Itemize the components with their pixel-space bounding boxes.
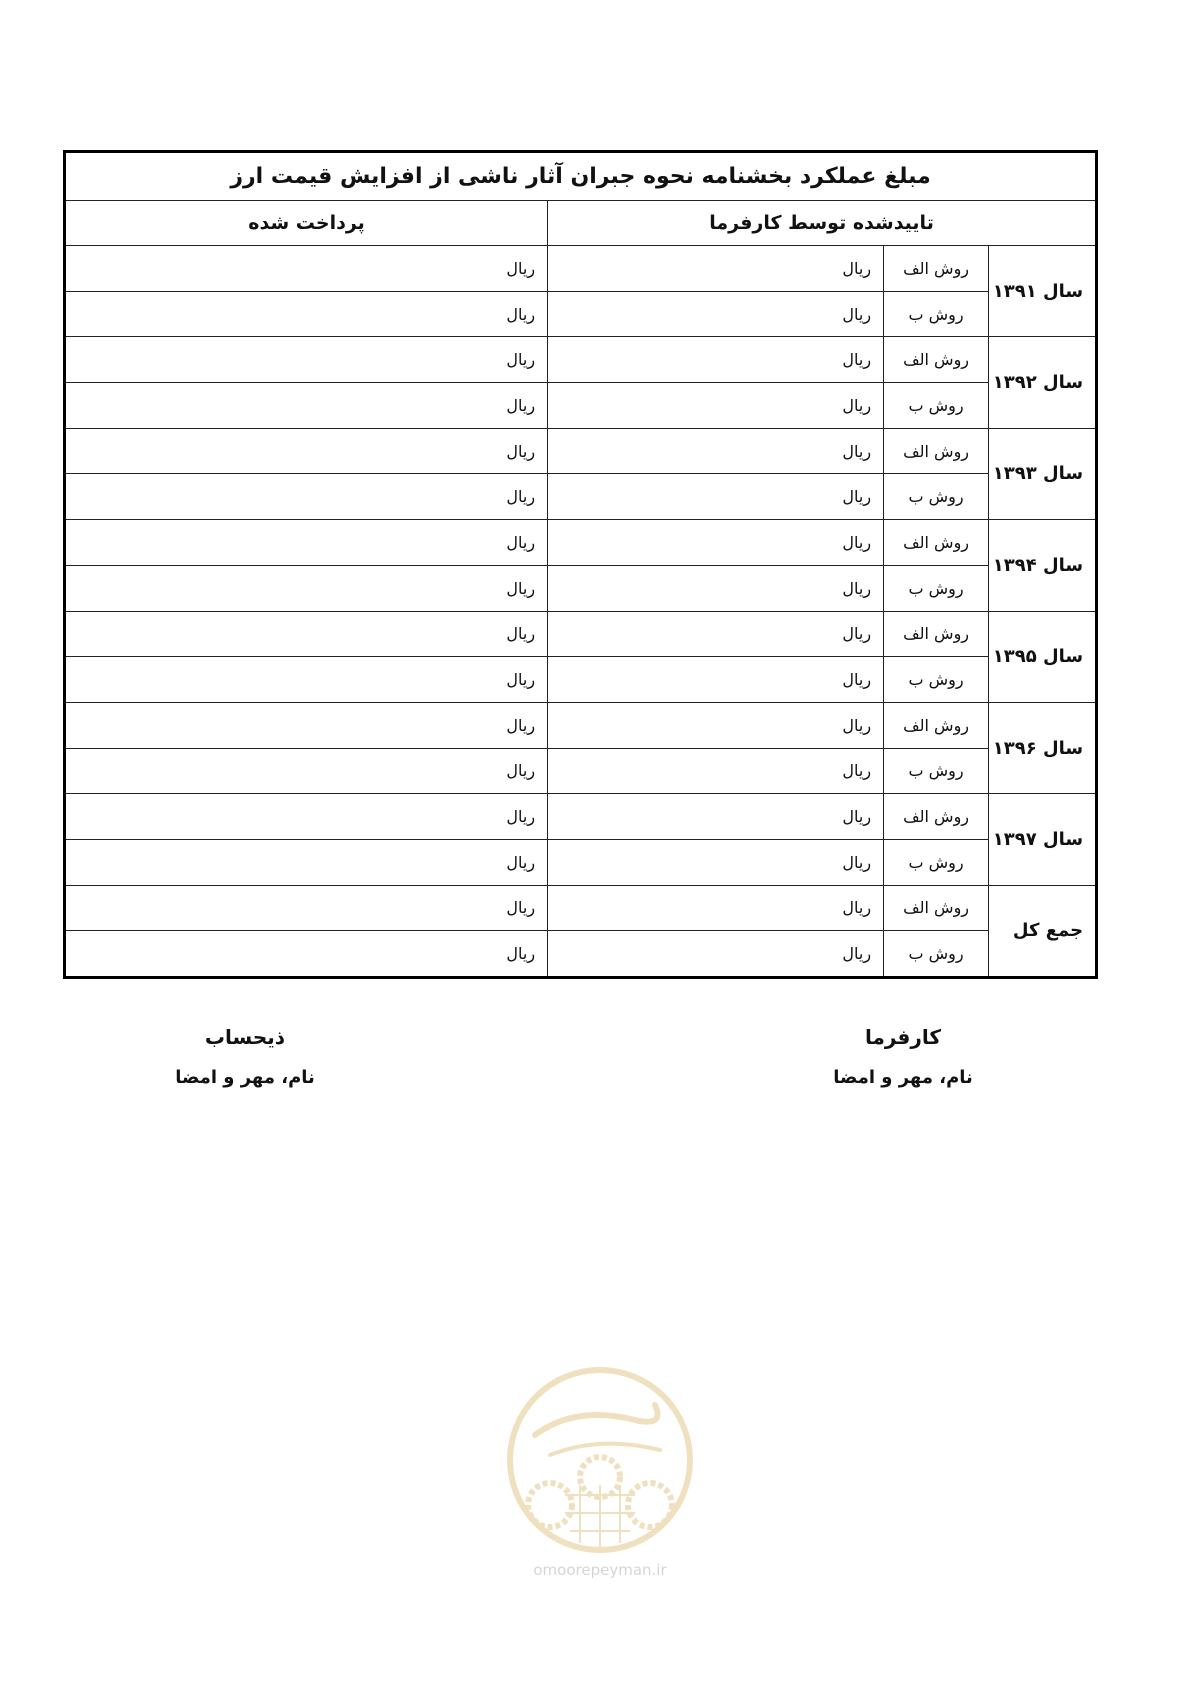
paid-amount-cell: ریال bbox=[65, 565, 548, 611]
employer-sign-line: نام، مهر و امضا bbox=[833, 1067, 973, 1088]
method-label: روش ب bbox=[884, 565, 989, 611]
approved-amount-cell: ریال bbox=[548, 885, 884, 931]
table-row bbox=[65, 428, 1097, 474]
paid-amount-cell: ریال bbox=[65, 794, 548, 840]
method-label: روش ب bbox=[884, 383, 989, 429]
table-row bbox=[65, 474, 1097, 520]
table-row bbox=[65, 565, 1097, 611]
year-label: سال ۱۳۹۱ bbox=[989, 246, 1097, 337]
paid-amount-cell: ریال bbox=[65, 657, 548, 703]
method-label: روش الف bbox=[884, 702, 989, 748]
approved-amount-cell: ریال bbox=[548, 337, 884, 383]
beneficiary-signature bbox=[115, 1025, 375, 1088]
year-label: سال ۱۳۹۶ bbox=[989, 702, 1097, 793]
method-label: روش ب bbox=[884, 839, 989, 885]
header-approved: تاییدشده توسط کارفرما bbox=[548, 201, 1097, 246]
approved-amount-cell: ریال bbox=[548, 428, 884, 474]
table-row bbox=[65, 931, 1097, 978]
paid-amount-cell: ریال bbox=[65, 337, 548, 383]
year-label: سال ۱۳۹۵ bbox=[989, 611, 1097, 702]
year-label: سال ۱۳۹۷ bbox=[989, 794, 1097, 885]
table-row bbox=[65, 291, 1097, 337]
approved-amount-cell: ریال bbox=[548, 291, 884, 337]
paid-amount-cell: ریال bbox=[65, 246, 548, 292]
table-row bbox=[65, 748, 1097, 794]
table-row bbox=[65, 520, 1097, 566]
table-row bbox=[65, 246, 1097, 292]
method-label: روش ب bbox=[884, 291, 989, 337]
approved-amount-cell: ریال bbox=[548, 246, 884, 292]
approved-amount-cell: ریال bbox=[548, 520, 884, 566]
year-label: سال ۱۳۹۲ bbox=[989, 337, 1097, 428]
table-row bbox=[65, 794, 1097, 840]
table-row bbox=[65, 839, 1097, 885]
paid-amount-cell: ریال bbox=[65, 520, 548, 566]
year-label: سال ۱۳۹۳ bbox=[989, 428, 1097, 519]
method-label: روش الف bbox=[884, 428, 989, 474]
watermark-emblem-icon bbox=[505, 1365, 695, 1555]
paid-amount-cell: ریال bbox=[65, 611, 548, 657]
paid-amount-cell: ریال bbox=[65, 474, 548, 520]
table-row bbox=[65, 885, 1097, 931]
approved-amount-cell: ریال bbox=[548, 611, 884, 657]
method-label: روش ب bbox=[884, 657, 989, 703]
approved-amount-cell: ریال bbox=[548, 565, 884, 611]
method-label: روش الف bbox=[884, 611, 989, 657]
approved-amount-cell: ریال bbox=[548, 383, 884, 429]
paid-amount-cell: ریال bbox=[65, 383, 548, 429]
table-row bbox=[65, 383, 1097, 429]
year-label: سال ۱۳۹۴ bbox=[989, 520, 1097, 611]
method-label: روش الف bbox=[884, 246, 989, 292]
compensation-table bbox=[63, 150, 1098, 979]
paid-amount-cell: ریال bbox=[65, 931, 548, 978]
table-row bbox=[65, 657, 1097, 703]
approved-amount-cell: ریال bbox=[548, 931, 884, 978]
method-label: روش الف bbox=[884, 794, 989, 840]
paid-amount-cell: ریال bbox=[65, 839, 548, 885]
header-paid: پرداخت شده bbox=[65, 201, 548, 246]
method-label: روش الف bbox=[884, 337, 989, 383]
paid-amount-cell: ریال bbox=[65, 885, 548, 931]
watermark-url: omoorepeyman.ir bbox=[533, 1561, 667, 1579]
beneficiary-sign-line: نام، مهر و امضا bbox=[175, 1067, 315, 1088]
method-label: روش ب bbox=[884, 748, 989, 794]
method-label: روش الف bbox=[884, 520, 989, 566]
method-label: روش الف bbox=[884, 885, 989, 931]
approved-amount-cell: ریال bbox=[548, 794, 884, 840]
approved-amount-cell: ریال bbox=[548, 702, 884, 748]
paid-amount-cell: ریال bbox=[65, 702, 548, 748]
table-row bbox=[65, 611, 1097, 657]
employer-signature bbox=[773, 1025, 1033, 1088]
table-row bbox=[65, 702, 1097, 748]
year-label: جمع کل bbox=[989, 885, 1097, 977]
table-body bbox=[65, 246, 1097, 978]
table-row bbox=[65, 337, 1097, 383]
approved-amount-cell: ریال bbox=[548, 748, 884, 794]
watermark-logo bbox=[505, 1365, 695, 1585]
approved-amount-cell: ریال bbox=[548, 839, 884, 885]
approved-amount-cell: ریال bbox=[548, 657, 884, 703]
paid-amount-cell: ریال bbox=[65, 428, 548, 474]
method-label: روش ب bbox=[884, 931, 989, 978]
employer-role: کارفرما bbox=[864, 1025, 942, 1049]
table-title: مبلغ عملکرد بخشنامه نحوه جبران آثار ناشی از افزایش قیمت ارز bbox=[65, 152, 1097, 201]
paid-amount-cell: ریال bbox=[65, 291, 548, 337]
approved-amount-cell: ریال bbox=[548, 474, 884, 520]
paid-amount-cell: ریال bbox=[65, 748, 548, 794]
method-label: روش ب bbox=[884, 474, 989, 520]
beneficiary-role: ذیحساب bbox=[204, 1025, 286, 1049]
